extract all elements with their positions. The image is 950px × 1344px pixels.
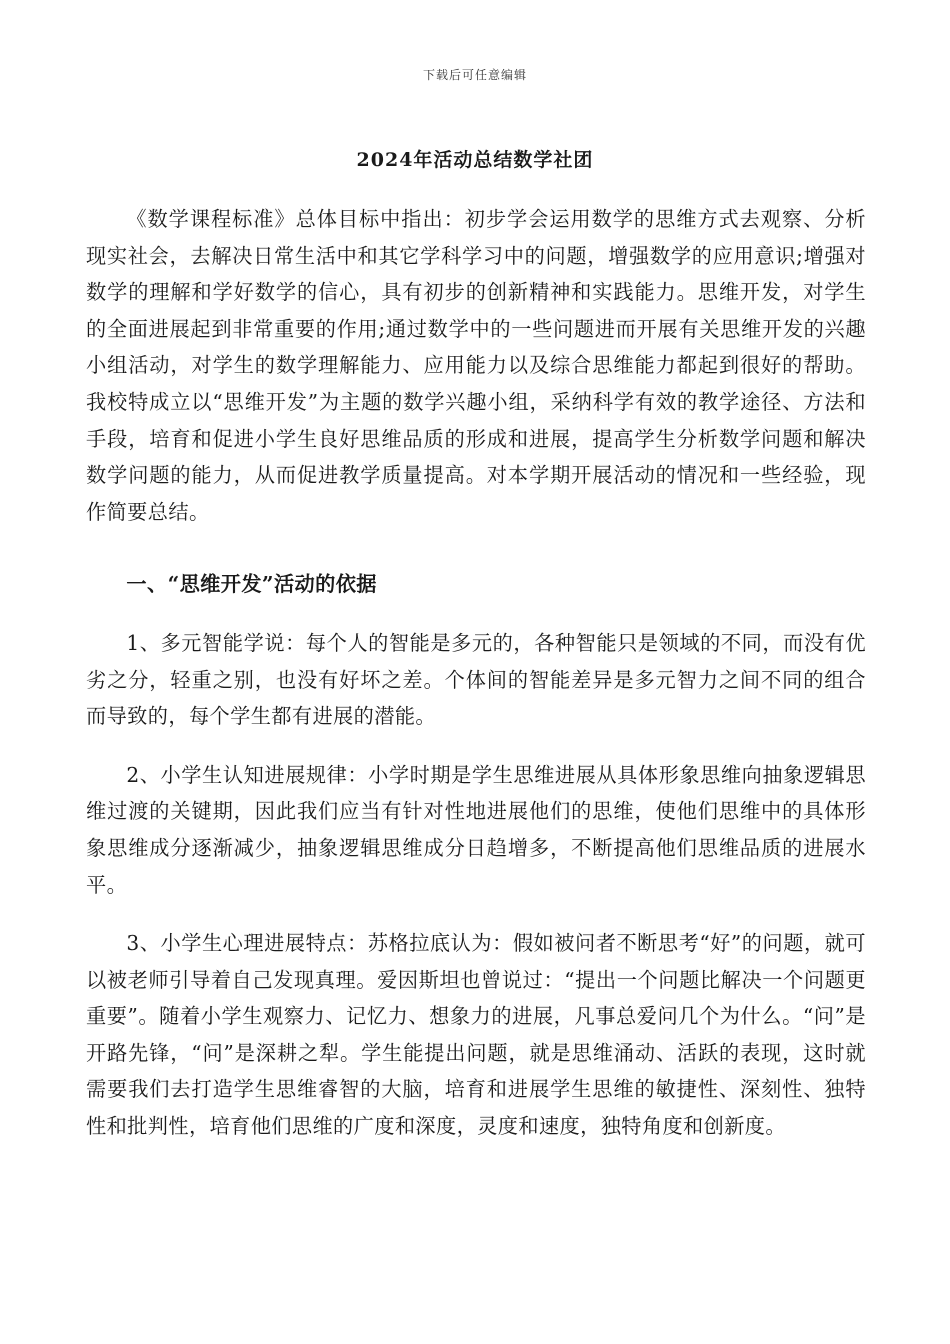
section-heading: 一、“思维开发”活动的依据 (126, 572, 377, 597)
header-note: 下载后可任意编辑 (422, 68, 527, 82)
document-body (86, 201, 866, 1145)
section-item-3: 3、小学生心理进展特点：苏格拉底认为：假如被问者不断思考“好”的问题，就可以被老师引导着自己发现真理。爱因斯坦也曾说过：“提出一个问题比解决一个问题更重要”。随着小学生观察力、记忆力、想象力的进展，凡事总爱问几个为什么。“问”是开路先锋，“问”是深耕之犁。学生能提出问题，就是思维涌动、活跃的表现，这时就需要我们去打造学生思维睿智的大脑，培育和进展学生思维的敏捷性、深刻性、独特性和批判性，培育他们思维的广度和深度，灵度和速度，独特角度和创新度。 (86, 931, 866, 1139)
section-item-2: 2、小学生认知进展规律：小学时期是学生思维进展从具体形象思维向抽象逻辑思维过渡的关键期，因此我们应当有针对性地进展他们的思维，使他们思维中的具体形象思维成分逐渐减少，抽象逻辑思维成分日趋增多，不断提高他们思维品质的进展水平。 (86, 762, 866, 897)
section-items (86, 625, 866, 1145)
section-item-1: 1、多元智能学说：每个人的智能是多元的，各种智能只是领域的不同，而没有优劣之分，轻重之别，也没有好坏之差。个体间的智能差异是多元智力之间不同的组合而导致的，每个学生都有进展的潜能。 (86, 630, 866, 729)
intro-paragraph: 《数学课程标准》总体目标中指出：初步学会运用数学的思维方式去观察、分析现实社会，去解决日常生活中和其它学科学习中的问题，增强数学的应用意识;增强对数学的理解和学好数学的信心，具有初步的创新精神和实践能力。思维开发，对学生的全面进展起到非常重要的作用;通过数学中的一些问题进而开展有关思维开发的兴趣小组活动，对学生的数学理解能力、应用能力以及综合思维能力都起到很好的帮助。我校特成立以“思维开发”为主题的数学兴趣小组，采纳科学有效的教学途径、方法和手段，培育和促进小学生良好思维品质的形成和进展，提高学生分析数学问题和解决数学问题的能力，从而促进教学质量提高。对本学期开展活动的情况和一些经验，现作简要总结。 (86, 207, 866, 524)
document-title: 2024年活动总结数学社团 (356, 149, 594, 171)
